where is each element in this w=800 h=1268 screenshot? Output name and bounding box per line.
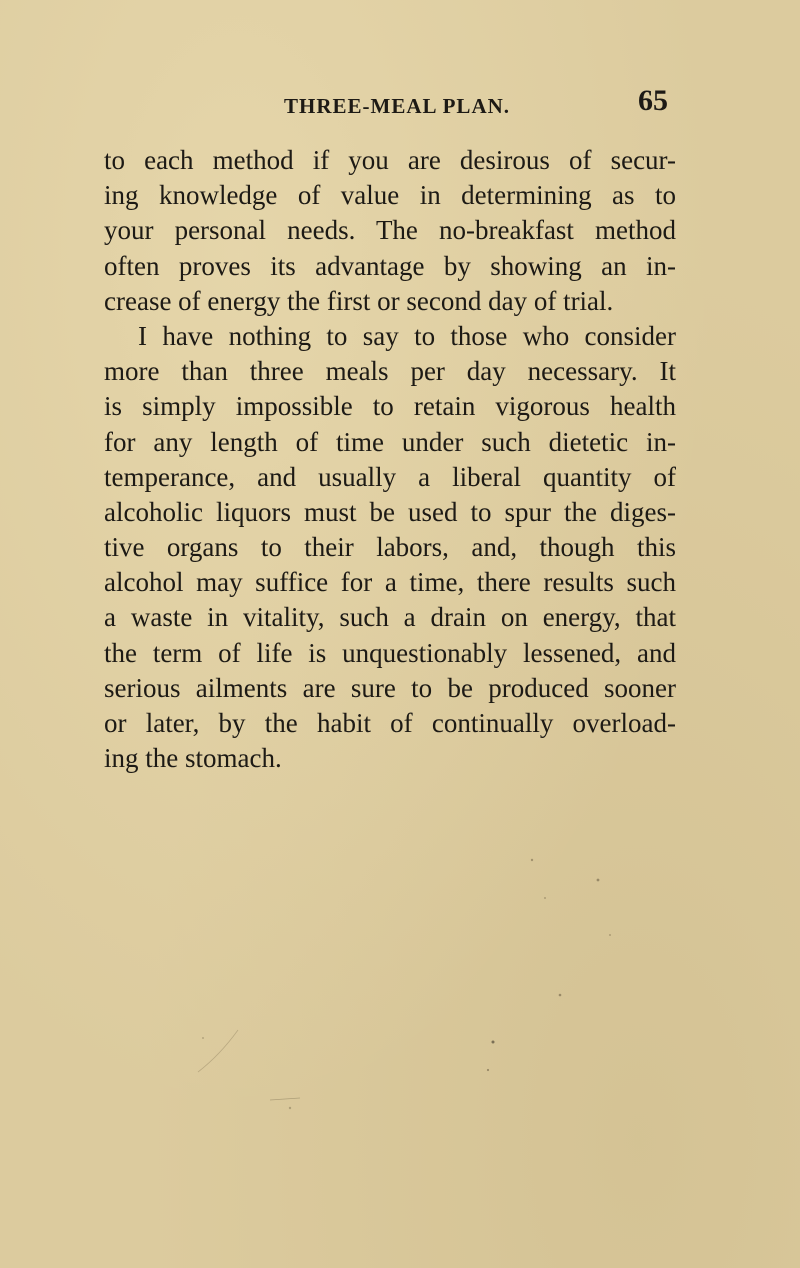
body-text — [104, 143, 676, 776]
text-line: tive organs to their labors, and, though this — [104, 532, 676, 563]
text-line: for any length of time under such dietetic in- — [104, 426, 676, 457]
text-line: or later, by the habit of continually overload- — [104, 708, 676, 738]
text-line: ing the stomach. — [104, 743, 282, 774]
speck — [559, 994, 562, 997]
text-line: to each method if you are desirous of secur- — [104, 145, 676, 175]
paragraph — [104, 319, 676, 776]
text-line: often proves its advantage by showing an in- — [104, 250, 676, 281]
text-line: the term of life is unquestionably lessened, and — [104, 637, 676, 668]
speck — [487, 1069, 489, 1071]
text-line: alcoholic liquors must be used to spur the diges- — [104, 496, 676, 527]
text-line: a waste in vitality, such a drain on energy, that — [104, 602, 676, 633]
page-number: 65 — [638, 84, 668, 117]
speck — [544, 897, 546, 899]
speck — [597, 879, 600, 882]
text-line: your personal needs. The no-breakfast method — [104, 215, 676, 246]
paragraph — [104, 143, 676, 319]
speck — [289, 1107, 291, 1109]
speck — [202, 1037, 204, 1039]
running-title: THREE-MEAL PLAN. — [284, 94, 511, 118]
hairline — [270, 1098, 300, 1100]
text-line: crease of energy the first or second day of trial. — [104, 285, 614, 316]
running-head — [104, 84, 668, 128]
text-line: ing knowledge of value in determining as to — [104, 180, 676, 211]
hairline — [198, 1030, 238, 1072]
text-line: more than three meals per day necessary. It — [104, 356, 676, 387]
speck — [609, 934, 611, 936]
speck — [492, 1041, 495, 1044]
text-line: serious ailments are sure to be produced sooner — [104, 672, 676, 703]
text-line: temperance, and usually a liberal quantity of — [104, 461, 676, 492]
text-line: is simply impossible to retain vigorous health — [104, 391, 676, 422]
speck — [531, 859, 533, 861]
text-line: alcohol may suffice for a time, there results such — [104, 567, 676, 598]
text-line: I have nothing to say to those who consider — [138, 320, 676, 351]
